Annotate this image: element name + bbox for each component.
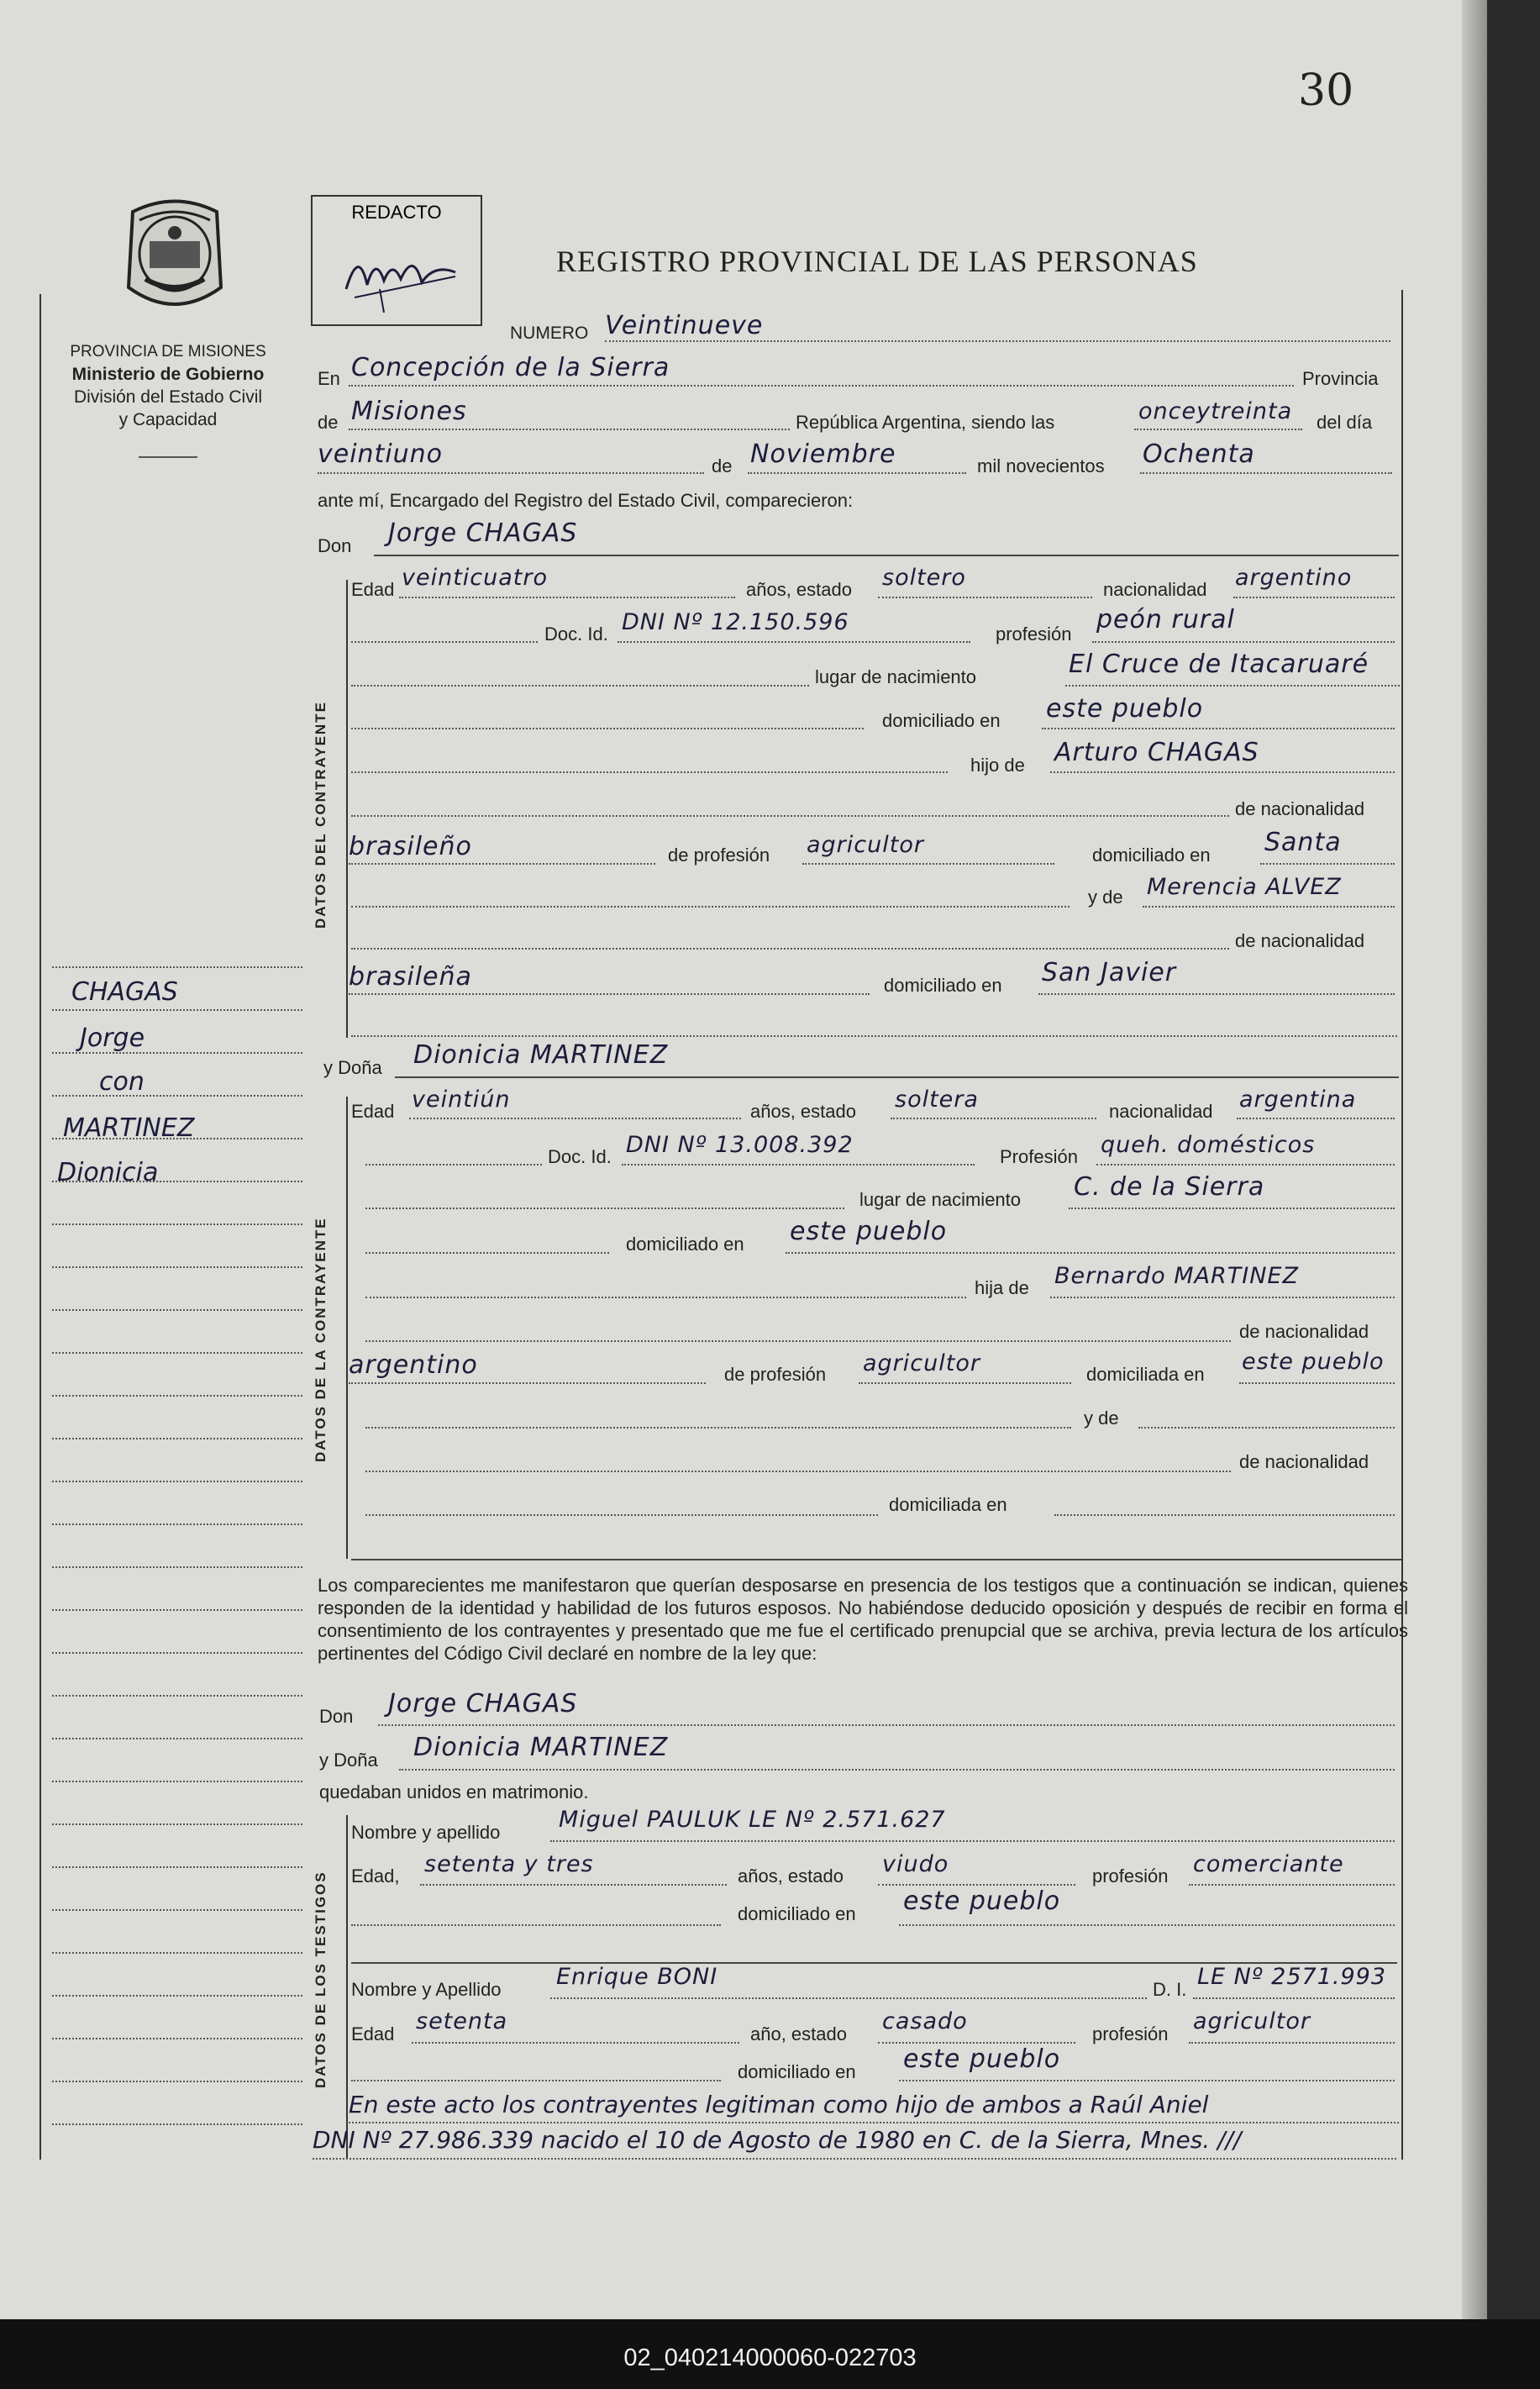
contrayenta-nacionalidad: argentina — [1239, 1087, 1357, 1113]
declaracion-don-label: Don — [319, 1706, 354, 1727]
side-ruling-line — [52, 966, 302, 968]
contrayente-padre-nac-label: de nacionalidad — [1235, 798, 1365, 819]
contrayente-edad-label: Edad — [351, 579, 395, 600]
side-ruling-line — [52, 1181, 302, 1182]
contrayenta-anios-label: años, estado — [750, 1101, 856, 1122]
contrayente-nacionalidad: argentino — [1235, 565, 1353, 591]
testigo2-dom: este pueblo — [903, 2044, 1061, 2074]
org-divider — [139, 456, 197, 458]
contrayente-hijo-label: hijo de — [970, 755, 1025, 776]
declaracion-dona-label: y Doña — [319, 1750, 378, 1771]
contrayenta-profesion: queh. domésticos — [1101, 1132, 1316, 1158]
testigo2-edad-line — [412, 2042, 739, 2044]
redacto-signature-icon — [338, 239, 464, 314]
contrayente-madre-nac-line — [349, 993, 870, 995]
contrayente-don-label: Don — [318, 535, 352, 556]
contrayente-madre-nac-label: de nacionalidad — [1235, 930, 1365, 951]
side-ruling-line — [52, 1523, 302, 1525]
contrayente-madre-dom-label: domiciliado en — [884, 975, 1002, 996]
de-label-2: de — [712, 455, 733, 476]
side-name-apellido: CHAGAS — [71, 977, 178, 1007]
testigo2-dom-line — [899, 2080, 1395, 2081]
mes-line — [748, 472, 966, 474]
side-ruling-line — [52, 1952, 302, 1954]
en-label: En — [318, 368, 340, 389]
contrayente-estado-line — [878, 597, 1092, 598]
contrayente-dom-line — [1042, 728, 1395, 729]
anio-value: Ochenta — [1143, 439, 1255, 469]
contrayente-y-de-label: y de — [1088, 887, 1123, 908]
testigo2-edad-label: Edad — [351, 2023, 395, 2044]
side-ruling-line — [52, 1823, 302, 1825]
testigo1-prof-line — [1189, 1884, 1395, 1886]
contrayenta-edad-label: Edad — [351, 1101, 395, 1122]
contrayenta-padre-prof: agricultor — [863, 1350, 980, 1376]
contrayente-lugar-line — [1065, 685, 1400, 687]
testigo2-prof: agricultor — [1193, 2008, 1311, 2034]
testigo1-nombre: Miguel PAULUK LE Nº 2.571.627 — [559, 1807, 946, 1833]
contrayente-madre-line — [1143, 906, 1395, 908]
side-ruling-line — [52, 1481, 302, 1482]
contrayente-edad: veinticuatro — [402, 565, 548, 591]
contrayente-padre-prof-label: de profesión — [668, 845, 770, 866]
contrayenta-padre-dom: este pueblo — [1242, 1349, 1385, 1375]
contrayente-padre-dom-label: domiciliado en — [1092, 845, 1211, 866]
side-ruling-line — [52, 1438, 302, 1439]
contrayenta-padre-nac-label: de nacionalidad — [1239, 1321, 1369, 1342]
del-dia-label: del día — [1317, 412, 1373, 433]
contrayenta-prof-line — [1096, 1164, 1395, 1166]
contrayenta-doc-lead — [365, 1164, 542, 1166]
testigo2-nombre-line — [550, 1997, 1147, 1999]
contrayenta-madre-nac-label: de nacionalidad — [1239, 1451, 1369, 1472]
lugar-line — [349, 385, 1294, 387]
side-ruling-line — [52, 1352, 302, 1354]
page-title: REGISTRO PROVINCIAL DE LAS PERSONAS — [556, 245, 1198, 278]
side-name-nombre-2: Dionicia — [57, 1158, 159, 1187]
numero-line — [605, 340, 1390, 342]
contrayenta-doc: DNI Nº 13.008.392 — [626, 1132, 854, 1158]
contrayenta-madre-line — [1138, 1427, 1395, 1429]
contrayente-doc-line — [618, 641, 970, 643]
redacto-box — [311, 195, 482, 326]
anio-line — [1140, 472, 1392, 474]
contrayente-madre-lead — [351, 906, 1070, 908]
nota-linea-2: DNI Nº 27.986.339 nacido el 10 de Agosto de 1980 en C. de la Sierra, Mnes. /// — [313, 2126, 1242, 2154]
contrayente-edad-line — [399, 597, 735, 598]
redacto-label: REDACTO — [351, 202, 442, 223]
contrayenta-padre: Bernardo MARTINEZ — [1054, 1263, 1299, 1289]
testigo1-edad-label: Edad, — [351, 1865, 400, 1886]
contrayente-doc-lead — [351, 641, 538, 643]
side-ruling-line — [52, 1738, 302, 1739]
contrayente-bracket — [346, 580, 348, 1038]
contrayente-padre-dom: Santa — [1264, 828, 1342, 857]
contrayenta-padre-nac-line — [349, 1382, 706, 1384]
contrayenta-end-line — [351, 1559, 1401, 1560]
declaracion-don: Jorge CHAGAS — [388, 1689, 578, 1718]
provincia-line — [349, 429, 790, 430]
testigo2-prof-label: profesión — [1092, 2023, 1169, 2044]
ministry-name: Ministerio de Gobierno — [71, 365, 265, 384]
testigo2-di-label: D. I. — [1153, 1979, 1187, 2000]
contrayenta-doc-label: Doc. Id. — [548, 1146, 612, 1167]
dia-line — [318, 472, 704, 474]
contrayente-anios-label: años, estado — [746, 579, 852, 600]
contrayenta-dom-label: domiciliado en — [626, 1234, 744, 1255]
side-ruling-line — [52, 1266, 302, 1268]
testigo1-nombre-label: Nombre y apellido — [351, 1822, 501, 1843]
side-ruling-line — [52, 2038, 302, 2039]
contrayenta-padre-prof-label: de profesión — [724, 1364, 827, 1385]
contrayenta-hija-label: hija de — [975, 1277, 1029, 1298]
testigo2-estado-line — [878, 2042, 1075, 2044]
mil-label: mil novecientos — [977, 455, 1105, 476]
testigo2-di: LE Nº 2571.993 — [1197, 1964, 1387, 1990]
provincia-label: Provincia — [1302, 368, 1379, 389]
numero-label: NUMERO — [510, 324, 589, 343]
side-ruling-line — [52, 1052, 302, 1054]
contrayente-estado: soltero — [882, 565, 966, 591]
contrayente-madre-dom-line — [1038, 993, 1395, 995]
nota-linea-1: En este acto los contrayentes legitiman como hijo de ambos a Raúl Aniel — [349, 2091, 1209, 2118]
side-ruling-line — [52, 1995, 302, 1997]
side-ruling-line — [52, 1609, 302, 1611]
contrayente-doc-label: Doc. Id. — [544, 624, 608, 645]
contrayente-lugar-lead — [351, 685, 809, 687]
contrayente-domicilio: este pueblo — [1046, 694, 1204, 724]
contrayenta-dom2-label: domiciliada en — [889, 1494, 1007, 1515]
de-label: de — [318, 412, 339, 433]
contrayente-hijo-lead — [351, 771, 948, 773]
contrayenta-y-de-label: y de — [1084, 1408, 1119, 1429]
contrayenta-dom-lead — [365, 1252, 609, 1254]
contrayente-lugar-nac: El Cruce de Itacaruaré — [1069, 650, 1369, 679]
testigo2-nombre-label: Nombre y Apellido — [351, 1979, 502, 2000]
contrayente-nombre-line — [374, 555, 1399, 556]
contrayenta-bracket — [346, 1097, 348, 1559]
lugar-value: Concepción de la Sierra — [351, 353, 670, 382]
contrayente-dom-lead — [351, 728, 864, 729]
side-ruling-line — [52, 1395, 302, 1397]
declaracion-dona: Dionicia MARTINEZ — [413, 1733, 669, 1762]
testigo1-dom-lead — [351, 1924, 721, 1926]
contrayenta-lugar-label: lugar de nacimiento — [859, 1189, 1022, 1210]
contrayenta-dom2-lead — [365, 1514, 878, 1516]
side-ruling-line — [52, 1695, 302, 1697]
contrayenta-padre-line — [1050, 1297, 1395, 1298]
contrayenta-dona-label: y Doña — [323, 1057, 382, 1078]
side-ruling-line — [52, 2081, 302, 2082]
side-ruling-line — [52, 1009, 302, 1011]
contrayenta-padre-dom-label: domiciliada en — [1086, 1364, 1205, 1385]
contrayenta-nombre-line — [395, 1076, 1399, 1078]
contrayente-prof-label: profesión — [996, 624, 1072, 645]
contrayente-end-line — [351, 1035, 1397, 1037]
side-ruling-line — [52, 1095, 302, 1097]
declaracion-text: Los comparecientes me manifestaron que querían desposarse en presencia de los testigos que a continuación se indican, quienes responden de la identidad y habilidad de los futuros esposos. No habiéndose deducido oposición y después de recibir en forma el consentimiento de los contrayentes y presentado que me fue el certificado prenupcial que se archiva, previa lectura de los artículos pertinentes del Código Civil declaré en nombre de la ley que: — [318, 1575, 1408, 1664]
contrayenta-estado: soltera — [895, 1087, 979, 1113]
contrayenta-edad: veintiún — [412, 1087, 511, 1113]
contrayente-padre-prof: agricultor — [807, 832, 924, 858]
testigo1-dom-label: domiciliado en — [738, 1903, 856, 1924]
contrayente-nombre: Jorge CHAGAS — [388, 518, 578, 548]
contrayente-padre-line — [1050, 771, 1395, 773]
contrayenta-nac-line — [1237, 1118, 1395, 1119]
side-ruling-line — [52, 1652, 302, 1654]
side-name-nombre: Jorge — [80, 1023, 145, 1053]
page-number: 30 — [1298, 66, 1354, 116]
contrayenta-domicilio: este pueblo — [790, 1217, 948, 1246]
contrayente-doc: DNI Nº 12.150.596 — [622, 609, 849, 635]
provincia-value: Misiones — [351, 397, 467, 426]
contrayente-padre: Arturo CHAGAS — [1054, 738, 1259, 767]
testigos-section-label: DATOS DE LOS TESTIGOS — [313, 1871, 328, 2088]
contrayente-madre-nac: brasileña — [349, 962, 472, 992]
contrayente-madre-dom: San Javier — [1042, 958, 1177, 987]
side-ruling-line — [52, 1866, 302, 1868]
testigo2-di-line — [1193, 1997, 1395, 1999]
testigo1-dom: este pueblo — [903, 1886, 1061, 1916]
testigos-bracket — [346, 1815, 348, 2160]
testigo1-anios-label: años, estado — [738, 1865, 844, 1886]
testigo2-prof-line — [1189, 2042, 1395, 2044]
left-margin-line — [39, 294, 41, 2160]
contrayente-section-label: DATOS DEL CONTRAYENTE — [313, 701, 328, 929]
nota-linea-1-line — [349, 2122, 1399, 2123]
testigo1-dom-line — [899, 1924, 1395, 1926]
hora-line — [1134, 429, 1302, 430]
contrayente-lugar-label: lugar de nacimiento — [815, 666, 977, 687]
contrayenta-dom-line — [786, 1252, 1395, 1254]
testigo2-dom-lead — [351, 2080, 721, 2081]
contrayenta-madre-lead — [365, 1427, 1071, 1429]
testigo1-estado-line — [878, 1884, 1075, 1886]
testigo2-dom-label: domiciliado en — [738, 2061, 856, 2082]
mes-value: Noviembre — [750, 439, 896, 469]
side-ruling-line — [52, 1138, 302, 1139]
contrayenta-doc-line — [622, 1164, 975, 1166]
contrayente-padre-nac-line — [349, 863, 655, 865]
contrayente-padre-prof-line — [802, 863, 1054, 865]
ante-label: ante mí, Encargado del Registro del Estado Civil, comparecieron: — [318, 490, 854, 511]
footer-code: 02_040214000060-022703 — [623, 2344, 917, 2371]
contrayenta-madre-nac-lead — [365, 1471, 1231, 1472]
contrayenta-lugar-lead — [365, 1208, 844, 1209]
republica-label: República Argentina, siendo las — [796, 412, 1055, 433]
contrayenta-lugar-line — [1069, 1208, 1395, 1209]
testigo1-edad-line — [420, 1884, 727, 1886]
declaracion-dona-line — [399, 1769, 1395, 1771]
side-ruling-line — [52, 1309, 302, 1311]
testigo1-prof: comerciante — [1193, 1851, 1344, 1877]
contrayente-madre: Merencia ALVEZ — [1147, 874, 1342, 900]
contrayente-nac-label: nacionalidad — [1103, 579, 1207, 600]
contrayenta-section-label: DATOS DE LA CONTRAYENTE — [313, 1217, 328, 1462]
contrayenta-lugar-nac: C. de la Sierra — [1074, 1172, 1265, 1202]
contrayenta-dom2-line — [1054, 1514, 1395, 1516]
side-name-con: con — [99, 1067, 145, 1097]
side-ruling-line — [52, 2123, 302, 2125]
side-name-apellido-2: MARTINEZ — [63, 1113, 195, 1143]
side-ruling-line — [52, 1223, 302, 1225]
contrayente-padre-dom-line — [1260, 863, 1395, 865]
testigo2-edad: setenta — [416, 2008, 508, 2034]
testigo1-nombre-line — [550, 1840, 1395, 1842]
contrayenta-edad-line — [409, 1118, 741, 1119]
contrayenta-nac-label: nacionalidad — [1109, 1101, 1213, 1122]
testigo1-prof-label: profesión — [1092, 1865, 1169, 1886]
contrayenta-padre-prof-line — [859, 1382, 1071, 1384]
contrayente-padre-nac: brasileño — [349, 832, 472, 861]
testigo1-estado: viudo — [882, 1851, 949, 1877]
side-ruling-line — [52, 1909, 302, 1911]
contrayente-dom-label: domiciliado en — [882, 710, 1001, 731]
side-ruling-line — [52, 1566, 302, 1568]
organization-block — [34, 340, 302, 431]
nota-linea-2-line — [313, 2158, 1396, 2160]
contrayenta-estado-line — [891, 1118, 1096, 1119]
testigo1-edad: setenta y tres — [424, 1851, 594, 1877]
contrayenta-padre-nac: argentino — [349, 1350, 478, 1380]
contrayenta-padre-dom-line — [1239, 1382, 1395, 1384]
hora-value: onceytreinta — [1138, 398, 1293, 424]
contrayenta-prof-label: Profesión — [1000, 1146, 1078, 1167]
provincial-seal-icon — [116, 195, 234, 321]
division-name: División del Estado Civil — [73, 387, 263, 407]
contrayente-profesion: peón rural — [1096, 605, 1235, 634]
province-name: PROVINCIA DE MISIONES — [70, 343, 266, 360]
contrayente-madre-nac-lead — [351, 948, 1229, 950]
testigo2-nombre: Enrique BONI — [556, 1964, 718, 1990]
right-frame-line — [1401, 290, 1403, 2160]
contrayente-nac-line — [1233, 597, 1395, 598]
numero-value: Veintinueve — [605, 311, 764, 340]
contrayenta-nombre: Dionicia MARTINEZ — [413, 1040, 669, 1070]
declaracion-unidos-label: quedaban unidos en matrimonio. — [319, 1781, 589, 1802]
contrayenta-padre-nac-lead — [365, 1340, 1231, 1342]
division-name-2: y Capacidad — [118, 410, 218, 429]
testigo2-estado: casado — [882, 2008, 968, 2034]
dia-value: veintiuno — [318, 439, 444, 469]
declaracion-don-line — [378, 1724, 1395, 1726]
side-ruling-line — [52, 1781, 302, 1782]
contrayenta-hija-lead — [365, 1297, 966, 1298]
contrayente-padre-nac-lead — [351, 815, 1229, 817]
testigo2-anio-label: año, estado — [750, 2023, 847, 2044]
contrayente-prof-line — [1092, 641, 1395, 643]
